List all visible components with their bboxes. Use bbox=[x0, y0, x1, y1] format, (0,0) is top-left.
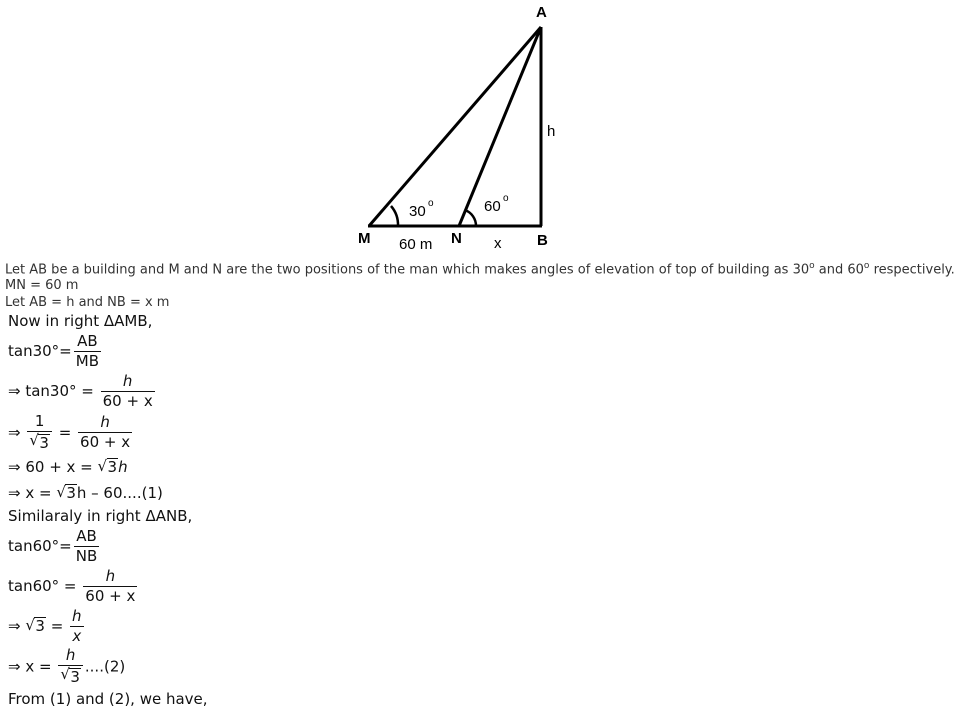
sqrt-icon: √ 3 bbox=[25, 616, 45, 635]
eq7-den: 60 + x bbox=[85, 587, 136, 605]
eq8-equals: = bbox=[50, 617, 64, 635]
eq9-fraction bbox=[58, 648, 83, 686]
intro-deg-1: o bbox=[809, 261, 815, 271]
eq8-arrow: ⇒ bbox=[8, 617, 21, 635]
eq3-equals: = bbox=[58, 423, 72, 442]
eq2-lhs: ⇒ tan30° = bbox=[8, 382, 94, 400]
label-x: x bbox=[494, 235, 502, 252]
eq3-fraction-2 bbox=[78, 415, 132, 450]
eq8-fraction bbox=[70, 609, 84, 644]
eq5 bbox=[8, 484, 163, 502]
label-degree-30: o bbox=[428, 198, 434, 209]
label-h: h bbox=[547, 123, 556, 140]
label-degree-60: o bbox=[503, 193, 509, 204]
eq3 bbox=[8, 414, 134, 452]
now-line: Now in right ΔAMB, bbox=[8, 312, 153, 330]
eq9 bbox=[8, 648, 125, 686]
eq3-den2: 60 + x bbox=[80, 433, 131, 452]
eq2-fraction bbox=[101, 374, 155, 409]
eq7-fraction bbox=[83, 569, 137, 604]
eq9-lhs: ⇒ x = bbox=[8, 657, 52, 676]
eq9-num: h bbox=[58, 648, 83, 666]
eq8 bbox=[8, 609, 86, 644]
intro-end: respectively. bbox=[869, 262, 955, 278]
eq4-rad: 3 bbox=[107, 458, 118, 476]
triangle-diagram bbox=[0, 0, 882, 255]
sqrt-icon: √ 3 bbox=[56, 483, 76, 502]
eq6-fraction bbox=[74, 529, 100, 564]
eq2 bbox=[8, 374, 157, 409]
eq1 bbox=[8, 334, 103, 369]
eq5-rad: 3 bbox=[66, 484, 76, 502]
eq6-den: NB bbox=[75, 547, 98, 565]
label-60m: 60 m bbox=[399, 236, 433, 253]
angle-arc-M bbox=[391, 206, 398, 226]
eq1-den: MB bbox=[75, 352, 99, 370]
eq2-num: h bbox=[101, 374, 155, 392]
label-B: B bbox=[537, 232, 548, 249]
eq7-lhs: tan60° = bbox=[8, 577, 77, 595]
eq3-den1: 3 bbox=[39, 434, 49, 452]
eq5-tail: h – 60....(1) bbox=[76, 484, 163, 502]
eq3-fraction-1 bbox=[27, 414, 52, 452]
eq3-num2: h bbox=[78, 415, 132, 433]
mn-statement: MN = 60 m bbox=[5, 278, 79, 293]
eq2-den: 60 + x bbox=[102, 392, 153, 410]
intro-mid: and 60 bbox=[814, 262, 864, 278]
label-angle-30: 30 bbox=[409, 203, 426, 220]
eq6 bbox=[8, 529, 101, 564]
eq1-num: AB bbox=[74, 334, 101, 352]
eq8-num: h bbox=[72, 607, 82, 625]
eq8-rad: 3 bbox=[35, 617, 45, 635]
label-angle-60: 60 bbox=[484, 198, 501, 215]
eq6-num: AB bbox=[74, 529, 100, 547]
eq8-den: x bbox=[72, 627, 82, 645]
eq3-arrow: ⇒ bbox=[8, 423, 21, 442]
eq7-num: h bbox=[83, 569, 137, 587]
sqrt-icon: √ 3 bbox=[97, 457, 118, 476]
intro-deg-2: o bbox=[863, 261, 870, 271]
eq4-tail: h bbox=[118, 458, 128, 476]
eq4-lhs: ⇒ 60 + x = bbox=[8, 458, 93, 476]
line-MA bbox=[369, 27, 541, 226]
sqrt-icon: √ 3 bbox=[29, 431, 49, 452]
line-NA bbox=[459, 27, 541, 226]
intro-main: Let AB be a building and M and N are the two positions of the man which makes angles of elevation of top of building as 30 bbox=[5, 262, 810, 278]
eq1-lhs: tan30°= bbox=[8, 342, 72, 360]
eq9-den: 3 bbox=[70, 668, 80, 686]
eq3-num1: 1 bbox=[27, 414, 52, 432]
let-statement: Let AB = h and NB = x m bbox=[5, 295, 170, 310]
angle-arc-N bbox=[465, 210, 476, 226]
eq6-lhs: tan60°= bbox=[8, 537, 72, 555]
from-line: From (1) and (2), we have, bbox=[8, 690, 208, 708]
eq5-lhs: ⇒ x = bbox=[8, 484, 52, 502]
label-N: N bbox=[451, 230, 462, 247]
similarly-line: Similaraly in right ΔANB, bbox=[8, 507, 193, 525]
label-A: A bbox=[536, 4, 547, 21]
intro-text bbox=[5, 261, 955, 277]
eq7 bbox=[8, 569, 139, 604]
sqrt-icon: √ 3 bbox=[60, 665, 80, 686]
eq1-fraction bbox=[74, 334, 101, 369]
eq4 bbox=[8, 458, 128, 476]
label-M: M bbox=[358, 230, 371, 247]
eq9-tail: ....(2) bbox=[84, 657, 126, 676]
